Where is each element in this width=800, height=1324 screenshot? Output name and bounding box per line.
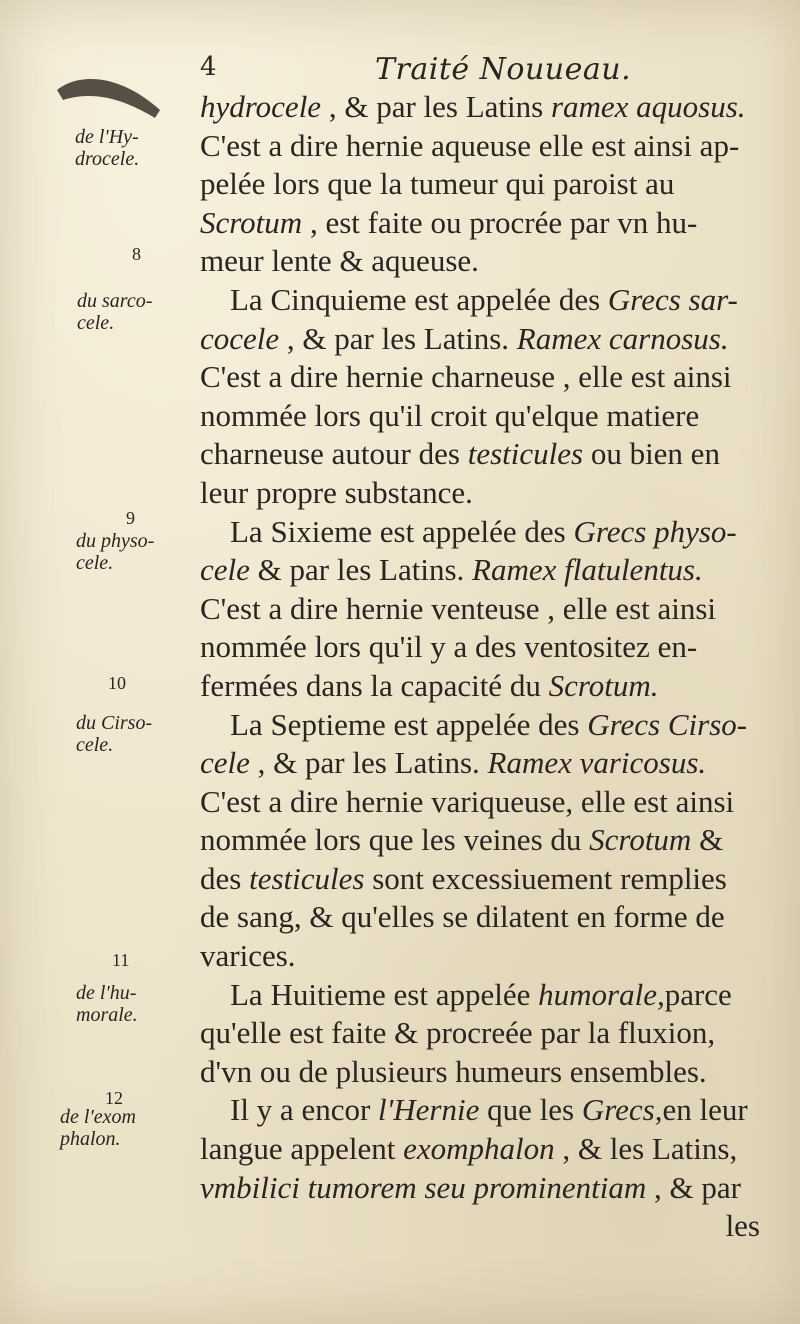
- margin-note: du sarco- cele.: [77, 290, 153, 334]
- margin-note: de l'hu- morale.: [76, 982, 138, 1026]
- body-text: [200, 88, 780, 1246]
- running-head: [200, 52, 760, 92]
- text-line: La Huitieme est appelée humorale,parce: [230, 976, 732, 1012]
- text-line: C'est a dire hernie venteuse , elle est ainsi: [200, 590, 717, 626]
- page-number: 4: [200, 52, 217, 82]
- text-line: C'est a dire hernie variqueuse, elle est ainsi: [200, 783, 735, 819]
- text-line: Scrotum , est faite ou procrée par vn hu-: [200, 204, 698, 240]
- text-line: C'est a dire hernie aqueuse elle est ainsi ap-: [200, 127, 740, 163]
- margin-number: 8: [132, 244, 141, 264]
- text-line: d'vn ou de plusieurs humeurs ensembles.: [200, 1053, 707, 1089]
- text-line: nommée lors que les veines du Scrotum &: [200, 822, 724, 858]
- text-line: cele & par les Latins. Ramex flatulentus.: [200, 552, 703, 588]
- text-line: varices.: [200, 938, 296, 974]
- text-line: Il y a encor l'Hernie que les Grecs,en leur: [230, 1092, 748, 1128]
- page-corner-stain: [55, 70, 165, 120]
- catchword: les: [725, 1208, 760, 1244]
- text-line: hydrocele , & par les Latins ramex aquosus.: [200, 89, 746, 124]
- margin-note: du Cirso- cele.: [76, 712, 153, 756]
- margin-number: 10: [108, 673, 126, 693]
- text-line: nommée lors qu'il y a des ventositez en-: [200, 629, 698, 665]
- text-line: cocele , & par les Latins. Ramex carnosus.: [200, 320, 729, 356]
- margin-note: du physo- cele.: [76, 530, 155, 574]
- text-line: vmbilici tumorem seu prominentiam , & par: [200, 1169, 741, 1205]
- text-line: pelée lors que la tumeur qui paroist au: [200, 166, 675, 202]
- text-line: fermées dans la capacité du Scrotum.: [200, 667, 659, 703]
- text-line: La Cinquieme est appelée des Grecs sar-: [230, 281, 738, 317]
- text-line: cele , & par les Latins. Ramex varicosus.: [200, 745, 707, 781]
- text-line: langue appelent exomphalon , & les Latins,: [200, 1131, 738, 1167]
- text-line: meur lente & aqueuse.: [200, 243, 479, 279]
- text-line: C'est a dire hernie charneuse , elle est ainsi: [200, 359, 732, 395]
- text-line: charneuse autour des testicules ou bien en: [200, 436, 720, 472]
- text-line: qu'elle est faite & procreée par la fluxion,: [200, 1015, 716, 1051]
- text-line: La Septieme est appelée des Grecs Cirso-: [230, 706, 748, 742]
- text-line: nommée lors qu'il croit qu'elque matiere: [200, 397, 700, 433]
- text-line: de sang, & qu'elles se dilatent en forme de: [200, 899, 725, 935]
- text-line: leur propre substance.: [200, 474, 473, 510]
- margin-number: 9: [126, 508, 135, 528]
- margin-number: 12: [105, 1088, 123, 1108]
- margin-note: de l'Hy- drocele.: [75, 126, 140, 170]
- text-line: des testicules sont excessiuement remplies: [200, 860, 727, 896]
- margin-number: 11: [112, 950, 130, 970]
- text-line: La Sixieme est appelée des Grecs physo-: [230, 513, 737, 549]
- running-title: Traité Nouueau.: [375, 52, 632, 87]
- margin-note: de l'exom phalon.: [60, 1106, 136, 1150]
